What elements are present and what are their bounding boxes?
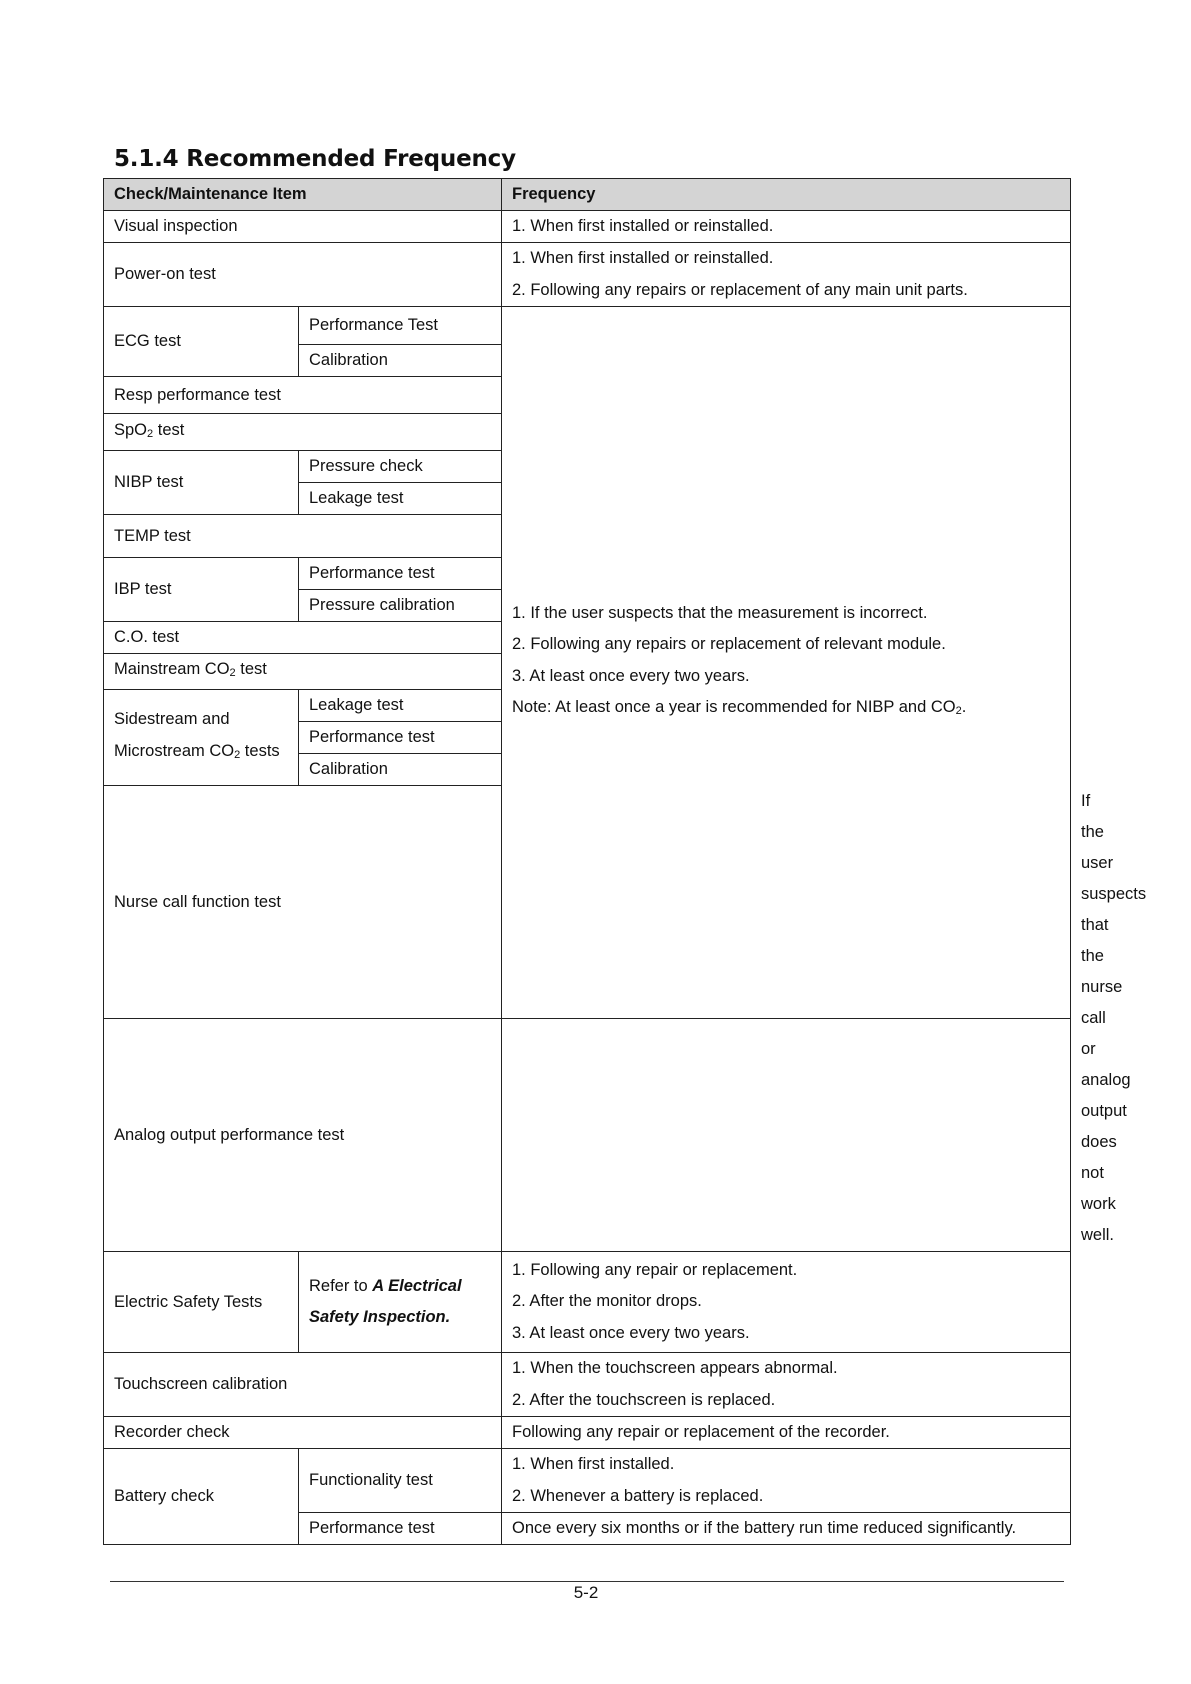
table-row — [104, 1417, 1071, 1449]
freq-line: 1. Following any repair or replacement. — [512, 1260, 798, 1279]
item-battery: Battery check — [104, 1449, 299, 1545]
freq-battery-performance: Once every six months or if the battery run time reduced significantly. — [502, 1513, 1071, 1545]
freq-module-tests — [502, 307, 1071, 1019]
freq-recorder: Following any repair or replacement of the recorder. — [502, 1417, 1071, 1449]
header-item: Check/Maintenance Item — [104, 179, 502, 211]
item-temp: TEMP test — [104, 515, 502, 558]
freq-line: 1. When the touchscreen appears abnormal. — [512, 1359, 838, 1377]
table-row: Nurse call function test If the user suspects that the nurse call or analog output does not work well. — [104, 786, 1071, 1019]
freq-visual-inspection: 1. When first installed or reinstalled. — [502, 211, 1071, 243]
item-electric-safety: Electric Safety Tests — [104, 1252, 299, 1353]
item-mainstream-co2: Mainstream $CO_2$ test — [104, 654, 502, 690]
footer-divider — [110, 1581, 1064, 1582]
sub-nibp-leakage: Leakage test — [299, 483, 502, 515]
freq-battery-functionality — [502, 1449, 1071, 1513]
item-ibp: IBP test — [104, 558, 299, 622]
freq-note: Note: At least once a year is recommended for NIBP and $CO_2$. — [512, 698, 967, 717]
table-row — [104, 1353, 1071, 1417]
table-row — [104, 1252, 1071, 1353]
item-resp: Resp performance test — [104, 377, 502, 414]
item-spo2: SpO$_2$ test — [104, 414, 502, 451]
sub-ibp-pressure-calibration: Pressure calibration — [299, 590, 502, 622]
freq-line: 2. Following any repairs or replacement of any main unit parts. — [512, 280, 968, 299]
freq-line: 1. When first installed. — [512, 1455, 675, 1473]
item-nurse-call: Nurse call function test — [104, 786, 502, 1019]
item-nibp: NIBP test — [104, 451, 299, 515]
item-sidestream-microstream: Sidestream and Microstream $CO_2$ tests — [104, 690, 299, 786]
item-recorder: Recorder check — [104, 1417, 502, 1449]
sub-sidestream-leakage: Leakage test — [299, 690, 502, 722]
sub-ecg-performance: Performance Test — [299, 307, 502, 345]
sub-nibp-pressure-check: Pressure check — [299, 451, 502, 483]
freq-line: 3. At least once every two years. — [512, 666, 750, 685]
sub-battery-performance: Performance test — [299, 1513, 502, 1545]
table-row — [104, 243, 1071, 307]
item-touchscreen: Touchscreen calibration — [104, 1353, 502, 1417]
freq-line: 2. After the monitor drops. — [512, 1292, 702, 1311]
header-frequency: Frequency — [502, 179, 1071, 211]
table-header-row — [104, 179, 1071, 211]
electrical-safety-inspection-link[interactable]: A Electrical Safety Inspection — [309, 1277, 462, 1326]
sub-battery-functionality: Functionality test — [299, 1449, 502, 1513]
sub-sidestream-calibration: Calibration — [299, 754, 502, 786]
table-row — [104, 211, 1071, 243]
table-row — [104, 1449, 1071, 1513]
item-co: C.O. test — [104, 622, 502, 654]
item-analog-output: Analog output performance test — [104, 1019, 502, 1252]
freq-line: 3. At least once every two years. — [512, 1323, 750, 1342]
section-title: 5.1.4 Recommended Frequency — [114, 146, 516, 172]
freq-line: 1. When first installed or reinstalled. — [512, 249, 774, 267]
item-visual-inspection: Visual inspection — [104, 211, 502, 243]
freq-line: 2. After the touchscreen is replaced. — [512, 1390, 776, 1409]
sub-ecg-calibration: Calibration — [299, 345, 502, 377]
item-power-on: Power-on test — [104, 243, 502, 307]
freq-line: 2. Following any repairs or replacement of relevant module. — [512, 635, 946, 653]
sub-ibp-performance: Performance test — [299, 558, 502, 590]
item-ecg: ECG test — [104, 307, 299, 377]
freq-electric-safety — [502, 1252, 1071, 1353]
freq-line: 1. If the user suspects that the measurement is incorrect. — [512, 603, 928, 622]
sub-electric-safety-reference: Refer to A Electrical Safety Inspection. — [299, 1252, 502, 1353]
freq-touchscreen — [502, 1353, 1071, 1417]
recommended-frequency-table — [103, 178, 1147, 1545]
sub-sidestream-performance: Performance test — [299, 722, 502, 754]
table-row — [104, 307, 1071, 345]
table-row — [104, 1019, 1071, 1252]
freq-power-on — [502, 243, 1071, 307]
freq-line: 2. Whenever a battery is replaced. — [512, 1486, 764, 1505]
page-number: 5-2 — [573, 1583, 599, 1602]
